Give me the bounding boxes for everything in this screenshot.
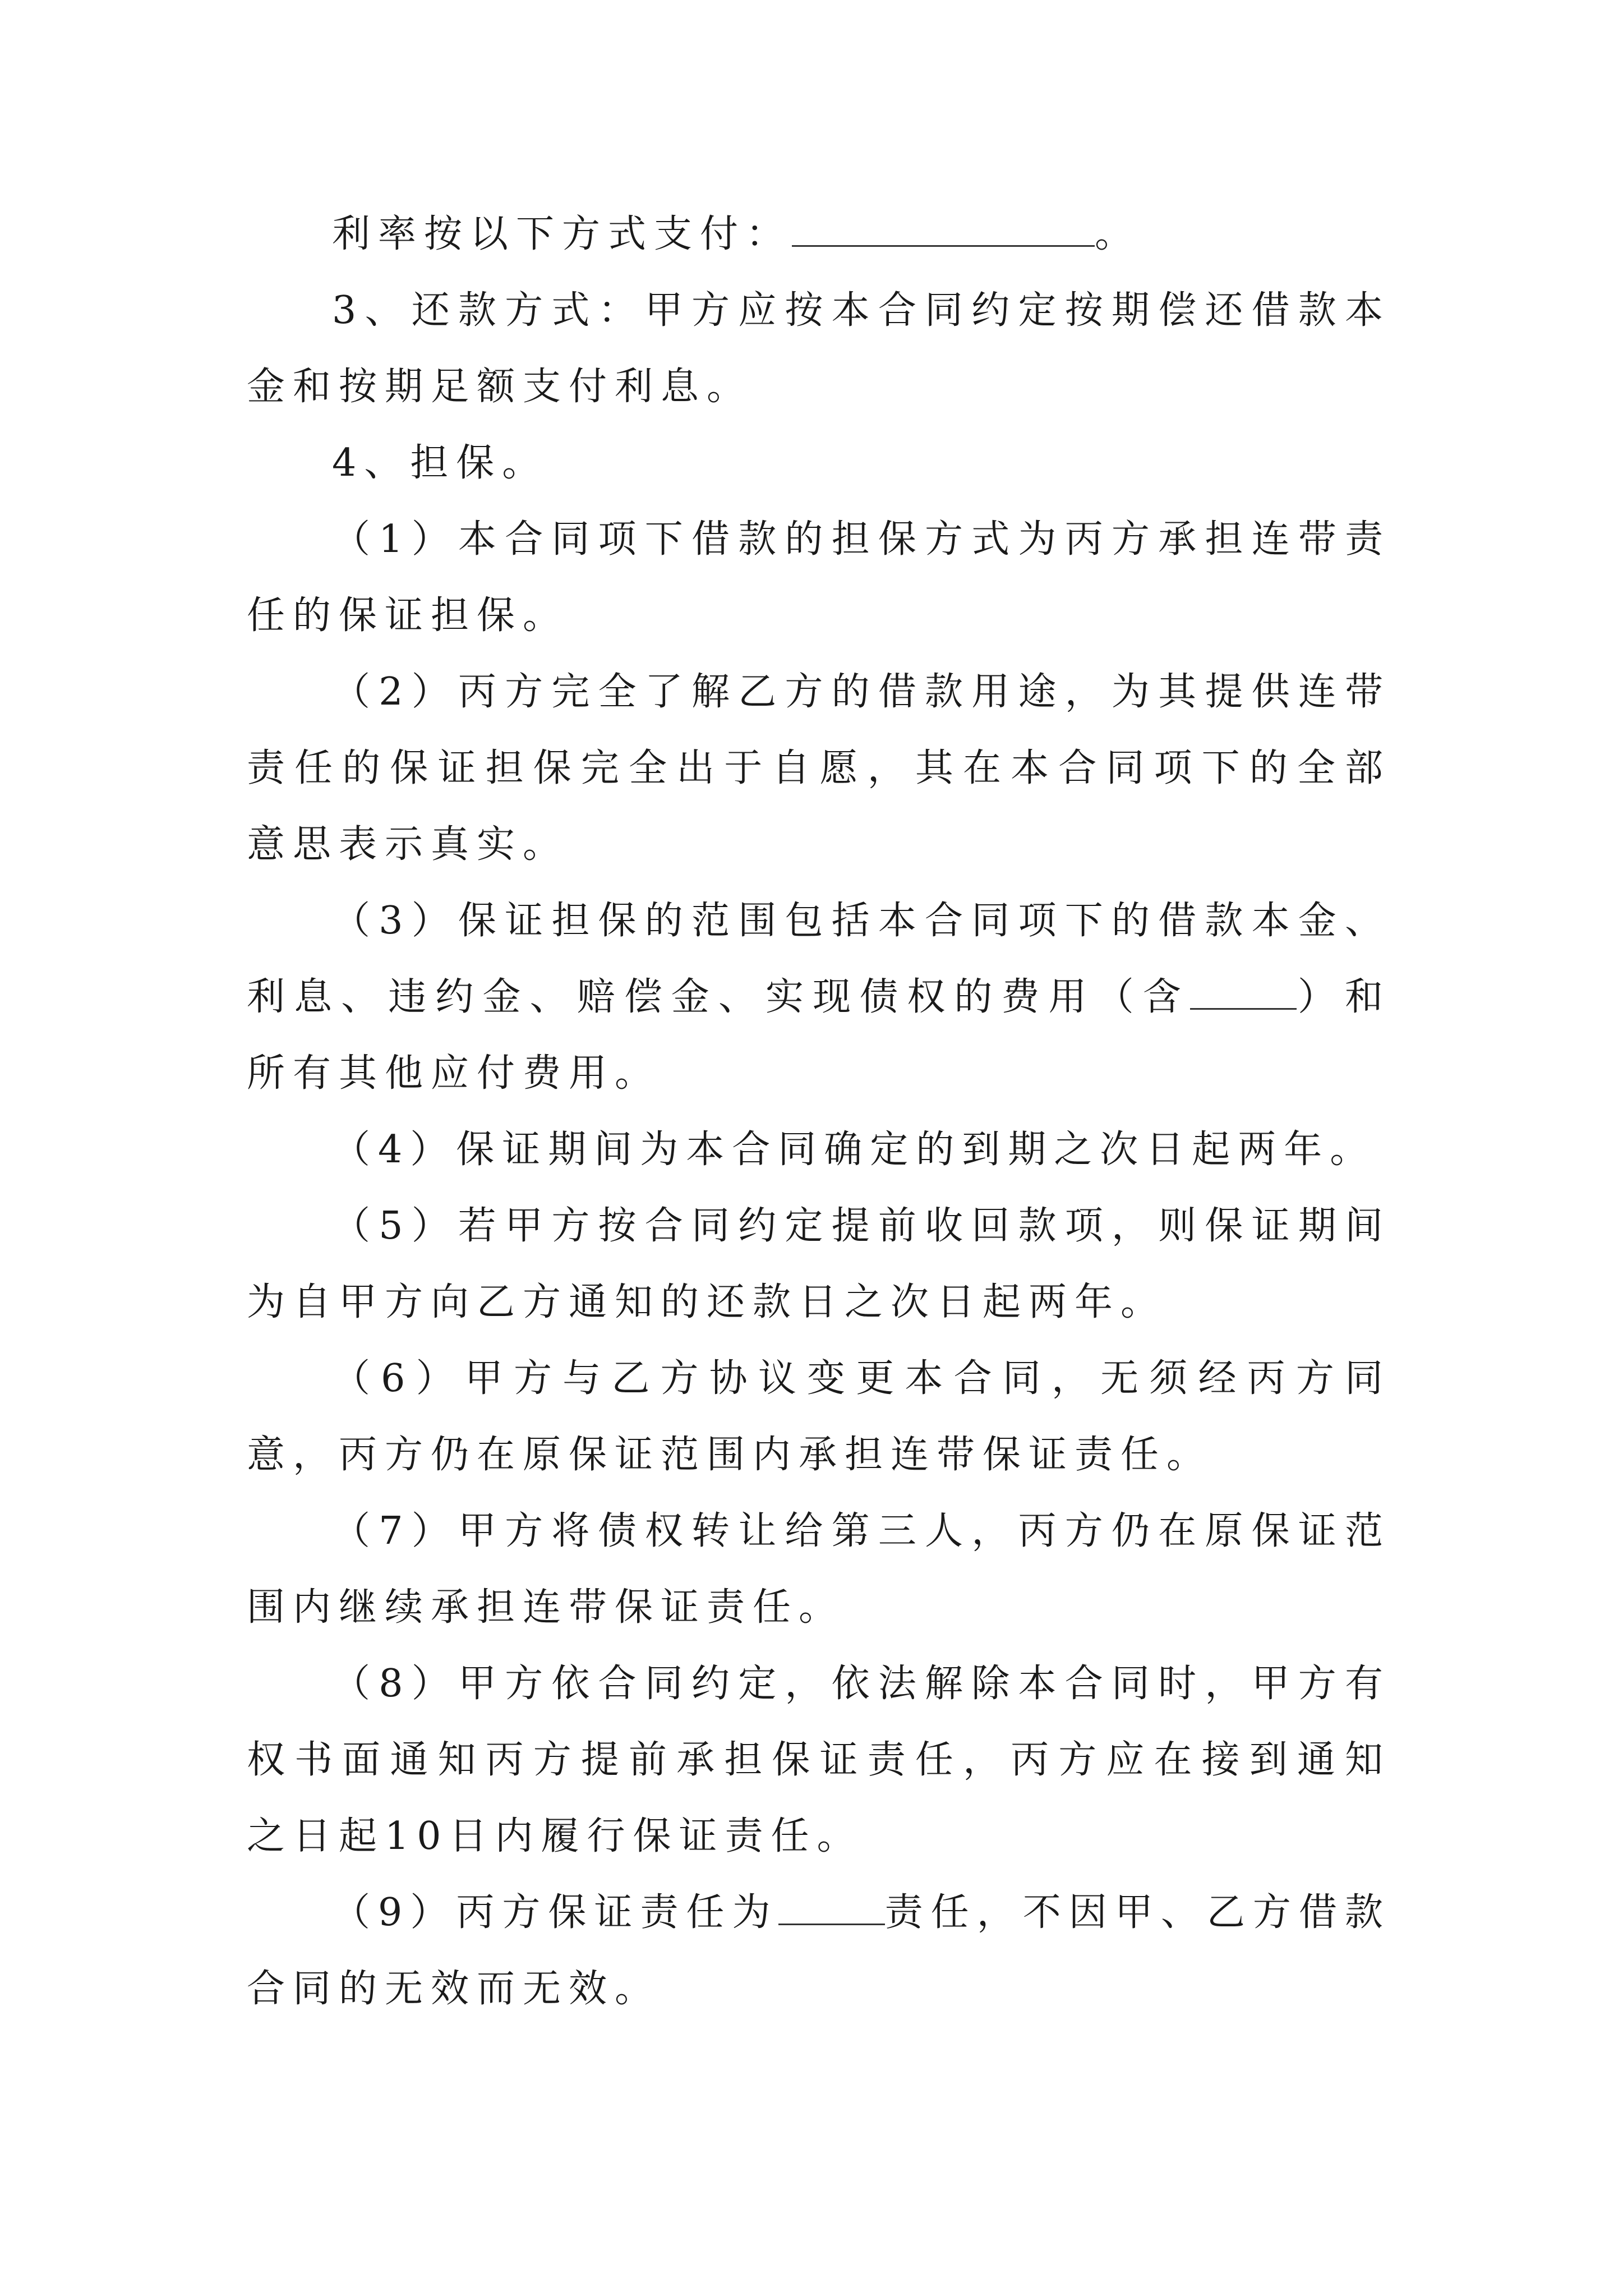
blank-field[interactable] [1190,968,1297,1010]
paragraph-guarantee-1: （1）本合同项下借款的担保方式为丙方承担连带责任的保证担保。 [247,517,1391,638]
paragraph-guarantee-5: （5）若甲方按合同约定提前收回款项，则保证期间为自甲方向乙方通知的还款日之次日起两年。 [247,1204,1391,1324]
blank-field[interactable] [778,1883,885,1925]
paragraph-guarantee-4: （4）保证期间为本合同确定的到期之次日起两年。 [332,1128,1376,1172]
paragraph-guarantee-3 [247,883,1391,1112]
paragraph-interest-payment [247,196,1391,273]
paragraph-text: （9）丙方保证责任为 [332,1890,778,1935]
paragraph-guarantee-heading: 4、担保。 [332,441,548,485]
blank-field[interactable] [792,205,1095,247]
paragraph-guarantee-6: （6）甲方与乙方协议变更本合同，无须经丙方同意，丙方仍在原保证范围内承担连带保证责任。 [247,1356,1391,1477]
paragraph-repayment-method: 3、还款方式：甲方应按本合同约定按期偿还借款本金和按期足额支付利息。 [247,288,1391,409]
paragraph-text: ）和所有其他应付费用。 [247,975,1391,1096]
paragraph-text: 。 [1095,212,1141,256]
paragraph-guarantee-2: （2）丙方完全了解乙方的借款用途，为其提供连带责任的保证担保完全出于自愿，其在本合同项下的全部意思表示真实。 [247,670,1391,867]
paragraph-guarantee-8: （8）甲方依合同约定，依法解除本合同时，甲方有权书面通知丙方提前承担保证责任，丙方应在接到通知之日起10日内履行保证责任。 [247,1662,1391,1858]
paragraph-guarantee-9 [247,1875,1391,2027]
paragraph-guarantee-7: （7）甲方将债权转让给第三人，丙方仍在原保证范围内继续承担连带保证责任。 [247,1509,1391,1630]
paragraph-text: 利率按以下方式支付： [332,212,792,256]
document-page [247,196,1391,2027]
paragraph-text: 责任，不因甲、乙方借款合同的无效而无效。 [247,1890,1391,2011]
paragraph-text: （3）保证担保的范围包括本合同项下的借款本金、利息、违约金、赔偿金、实现债权的费用（含 [247,899,1391,1019]
